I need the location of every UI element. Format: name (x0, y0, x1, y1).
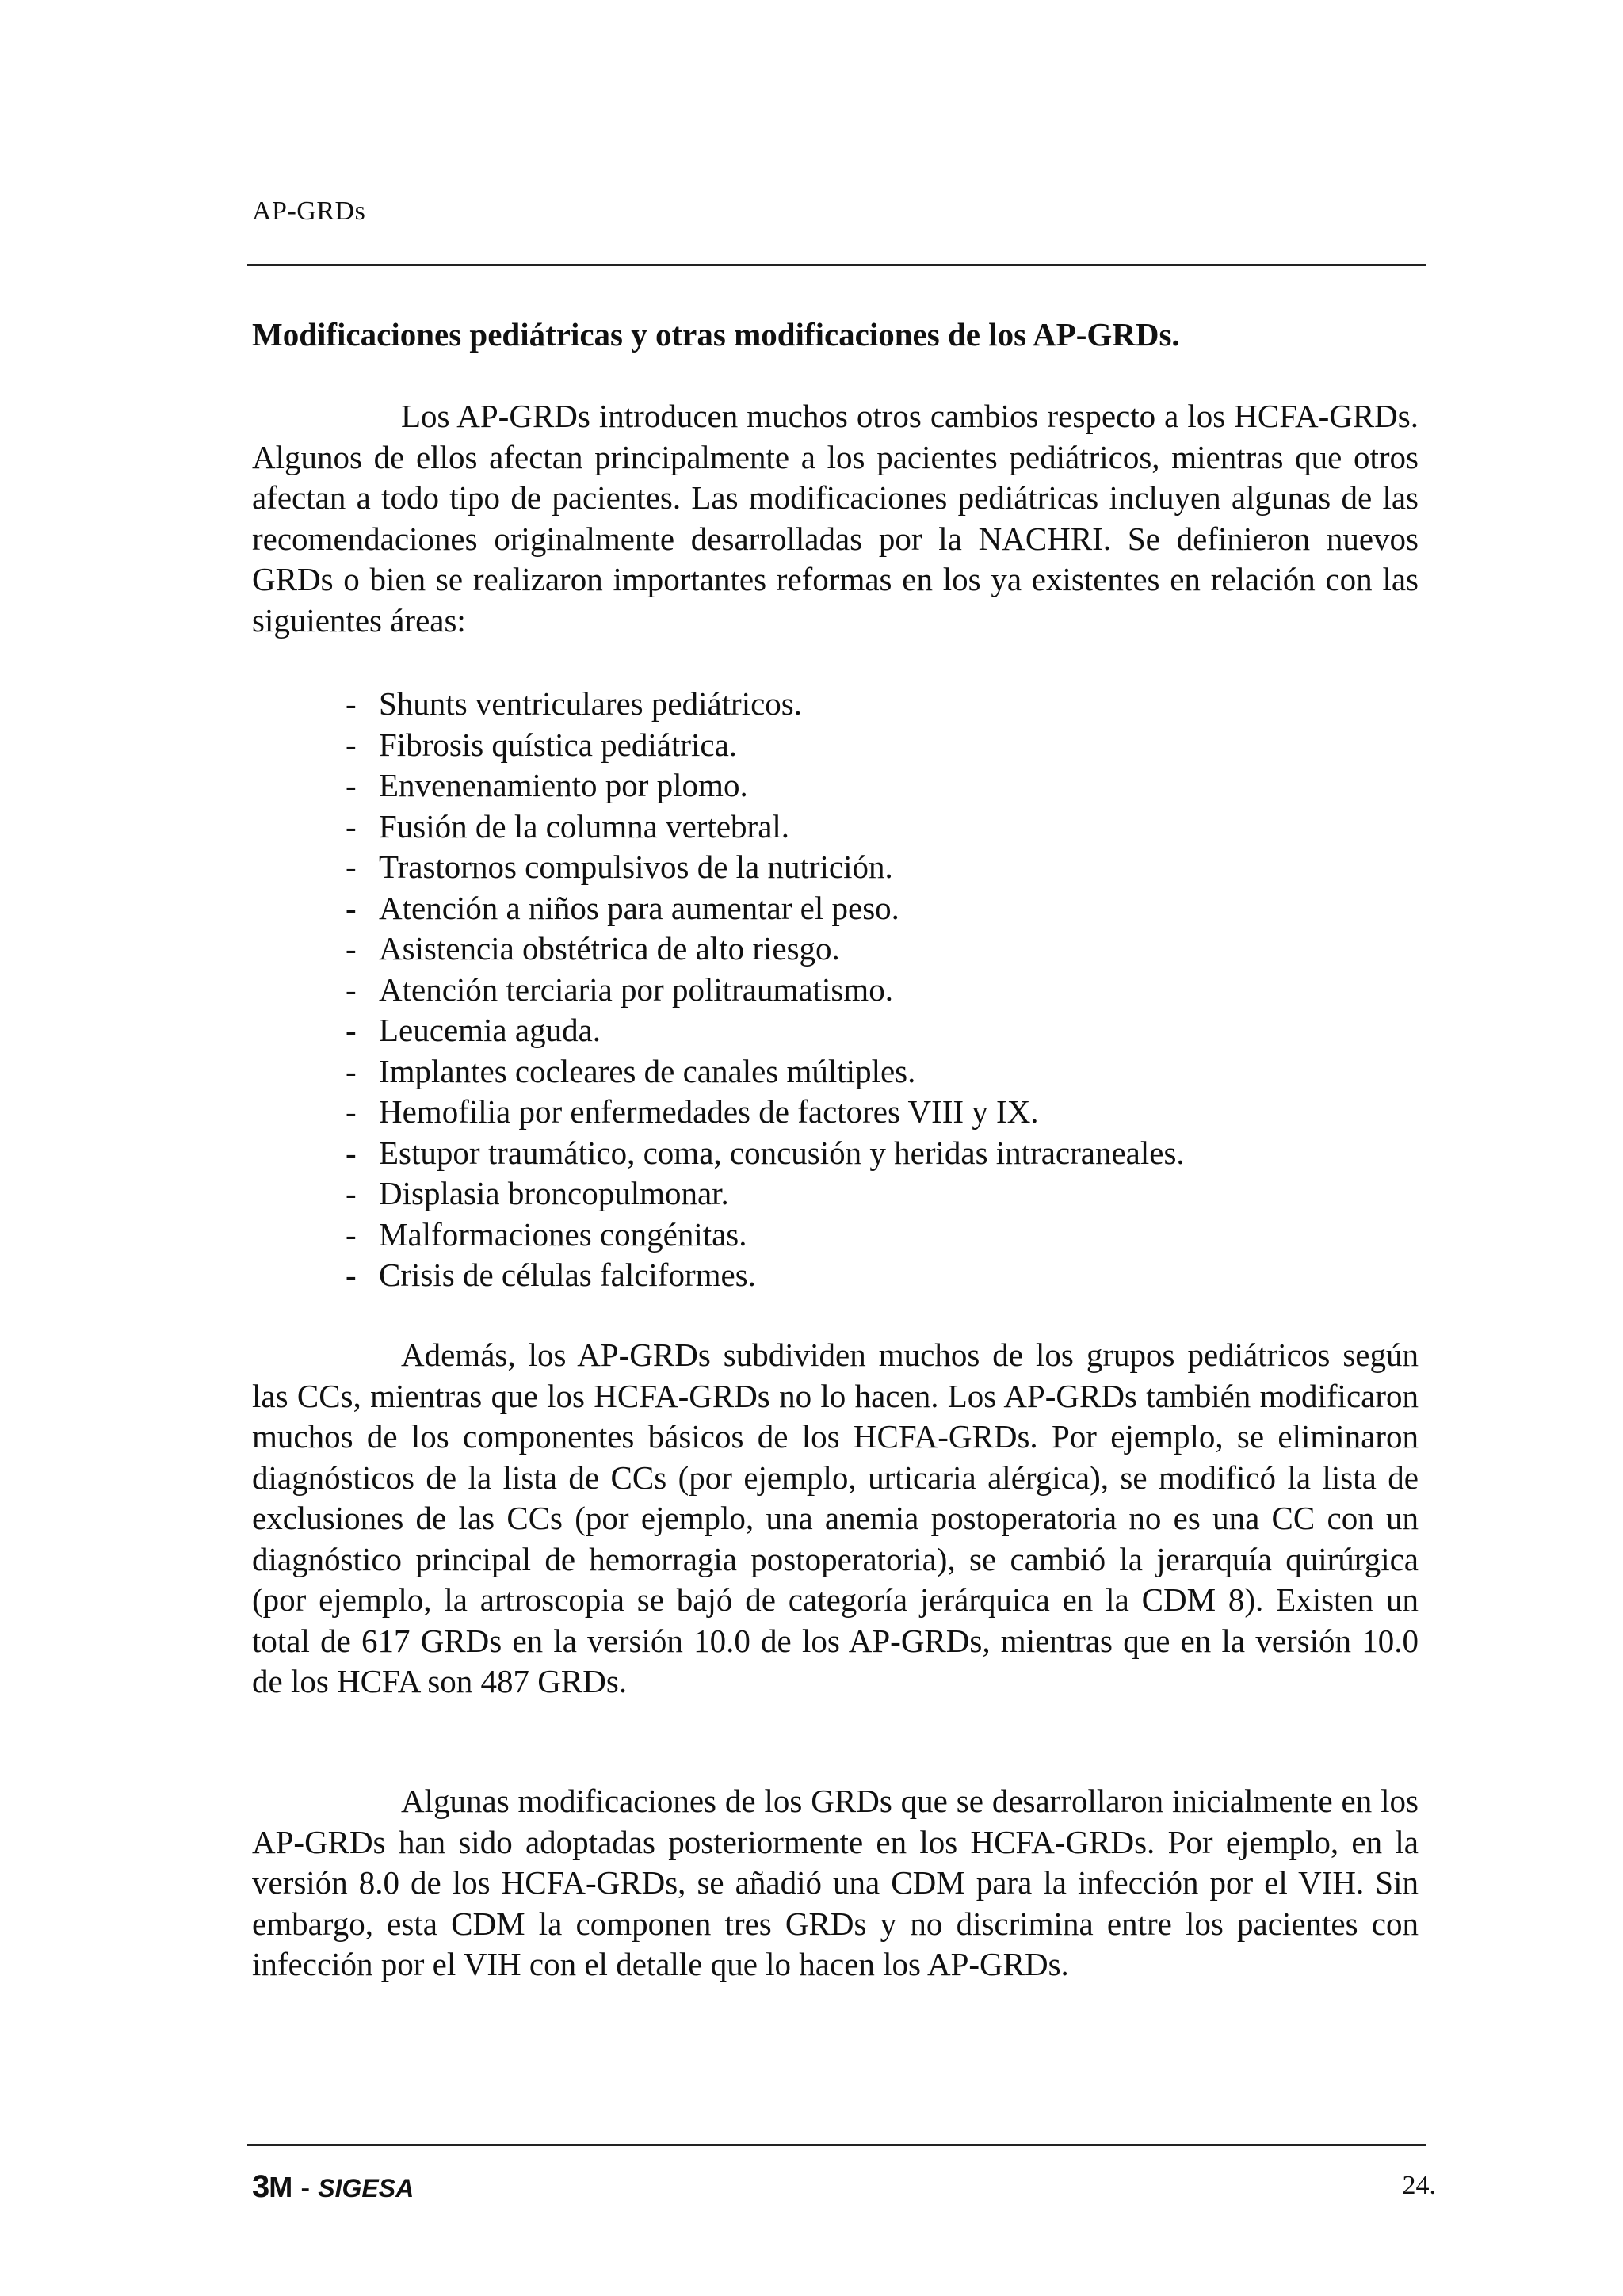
list-item (346, 1010, 1185, 1051)
list-item-text: Fibrosis quística pediátrica. (379, 726, 738, 763)
bullet-dash: - (346, 1215, 357, 1253)
list-item-text: Shunts ventriculares pediátricos. (379, 685, 803, 722)
list-item-text: Displasia broncopulmonar. (379, 1175, 729, 1211)
list-item (346, 1255, 1185, 1296)
list-item (346, 1215, 1185, 1256)
list-item (346, 847, 1185, 888)
bullet-dash: - (346, 767, 357, 803)
paragraph-adoption: Algunas modificaciones de los GRDs que se desarrollaron inicialmente en los AP-GRDs han sido adoptadas posteriormente en los HCFA-GRDs. Por ejemplo, en la versión 8.0 de los HCFA-GRDs, se añadió una CDM para la infección por el VIH. Sin embargo, esta CDM la componen tres GRDs y no discrimina entre los pacientes con infección por el VIH con el detalle que lo hacen los AP-GRDs. (252, 1783, 1419, 1982)
list-item-text: Fusión de la columna vertebral. (379, 807, 790, 845)
list-item-text: Estupor traumático, coma, concusión y heridas intracraneales. (379, 1134, 1185, 1171)
brand-logo-3: 3 (252, 2169, 269, 2204)
list-item-text: Trastornos compulsivos de la nutrición. (379, 849, 893, 885)
list-item-text: Implantes cocleares de canales múltiples. (379, 1052, 916, 1089)
bullet-dash: - (346, 971, 357, 1008)
list-item (346, 929, 1185, 970)
list-item (346, 684, 1185, 725)
list-item-text: Crisis de células falciformes. (379, 1257, 756, 1293)
list-item-text: Hemofilia por enfermedades de factores VIII y IX. (379, 1093, 1039, 1130)
bullet-dash: - (346, 1052, 357, 1089)
list-item (346, 970, 1185, 1011)
brand-company: SIGESA (318, 2174, 414, 2203)
brand-separator: - (292, 2171, 319, 2203)
list-item-text: Malformaciones congénitas. (379, 1215, 747, 1253)
list-item (346, 1133, 1185, 1174)
list-item (346, 807, 1185, 848)
bullet-dash: - (346, 1134, 357, 1171)
list-item (346, 1051, 1185, 1093)
list-item-text: Asistencia obstétrica de alto riesgo. (379, 930, 840, 967)
bullet-dash: - (346, 807, 357, 845)
section-title: Modificaciones pediátricas y otras modificaciones de los AP-GRDs. (252, 316, 1180, 353)
header-rule (247, 264, 1426, 266)
footer-rule (247, 2144, 1426, 2146)
bullet-dash: - (346, 1257, 357, 1293)
list-item (346, 888, 1185, 929)
bullet-dash: - (346, 1093, 357, 1130)
bullet-dash: - (346, 685, 357, 722)
list-item (346, 1092, 1185, 1133)
bullet-dash: - (346, 1175, 357, 1211)
list-item-text: Leucemia aguda. (379, 1012, 601, 1048)
list-item-text: Atención terciaria por politraumatismo. (379, 971, 893, 1008)
list-item (346, 725, 1185, 766)
paragraph-subdivisions: Además, los AP-GRDs subdividen muchos de los grupos pediátricos según las CCs, mientras que los HCFA-GRDs no lo hacen. Los AP-GRDs también modificaron muchos de los componentes básicos de los HCFA-GRDs. Por ejemplo, se eliminaron diagnósticos de la lista de CCs (por ejemplo, urticaria alérgica), se modificó la lista de exclusiones de las CCs (por ejemplo, una anemia postoperatoria no es una CC con un diagnóstico principal de hemorragia postoperatoria), se cambió la jerarquía quirúrgica (por ejemplo, la artroscopia se bajó de categoría jerárquica en la CDM 8). Existen un total de 617 GRDs en la versión 10.0 de los AP-GRDs, mientras que en la versión 10.0 de los HCFA son 487 GRDs. (252, 1337, 1419, 1699)
paragraph-intro: Los AP-GRDs introducen muchos otros cambios respecto a los HCFA-GRDs. Algunos de ellos afectan principalmente a los pacientes pediátricos, mientras que otros afectan a todo tipo de pacientes. Las modificaciones pediátricas incluyen algunas de las recomendaciones originalmente desarrolladas por la NACHRI. Se definieron nuevos GRDs o bien se realizaron importantes reformas en los ya existentes en relación con las siguientes áreas: (252, 398, 1419, 639)
list-item (346, 1173, 1185, 1215)
bullet-dash: - (346, 849, 357, 885)
page-number: 24. (1402, 2171, 1436, 2200)
bullet-dash: - (346, 726, 357, 763)
bullet-dash: - (346, 930, 357, 967)
areas-list (346, 684, 1185, 1296)
bullet-dash: - (346, 1012, 357, 1048)
running-header: AP-GRDs (252, 196, 366, 226)
footer-brand (252, 2169, 414, 2205)
list-item-text: Envenenamiento por plomo. (379, 767, 748, 803)
bullet-dash: - (346, 889, 357, 926)
brand-logo-m: M (269, 2171, 293, 2203)
list-item-text: Atención a niños para aumentar el peso. (379, 889, 899, 926)
list-item (346, 765, 1185, 807)
